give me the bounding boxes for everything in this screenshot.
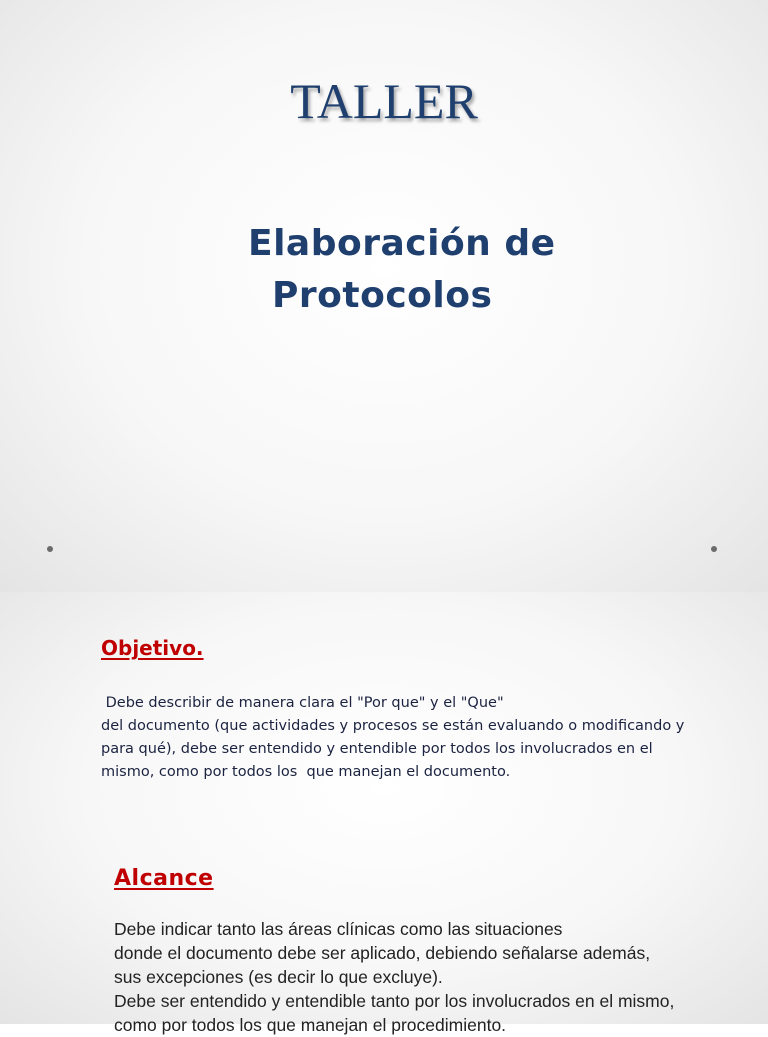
- bullet-dot-right: [711, 546, 717, 552]
- alcance-line: como por todos los que manejan el procedimiento.: [114, 1015, 507, 1035]
- subtitle-line-1: Elaboración de: [248, 223, 556, 264]
- objetivo-line: mismo, como por todos los que manejan el documento.: [101, 764, 511, 780]
- alcance-line: sus excepciones (es decir lo que excluye).: [114, 967, 443, 987]
- objetivo-heading: Objetivo.: [101, 636, 204, 660]
- objetivo-line: del documento (que actividades y procesos se están evaluando o modificando y: [101, 718, 685, 734]
- slide-subtitle: [248, 218, 556, 322]
- bullet-dot-left: [47, 546, 53, 552]
- slide-title: TALLER: [290, 73, 478, 129]
- subtitle-line-2: Protocolos: [272, 275, 493, 316]
- alcance-paragraph: [114, 917, 754, 1037]
- alcance-line: donde el documento debe ser aplicado, debiendo señalarse además,: [114, 943, 651, 963]
- content-slide: [0, 592, 768, 1035]
- alcance-line: Debe ser entendido y entendible tanto por los involucrados en el mismo,: [114, 991, 675, 1011]
- objetivo-line: para qué), debe ser entendido y entendible por todos los involucrados en el: [101, 741, 653, 757]
- alcance-heading: Alcance: [114, 866, 214, 891]
- objetivo-paragraph: [101, 692, 741, 784]
- alcance-line: Debe indicar tanto las áreas clínicas como las situaciones: [114, 919, 563, 939]
- objetivo-line: Debe describir de manera clara el "Por que" y el "Que": [101, 695, 504, 711]
